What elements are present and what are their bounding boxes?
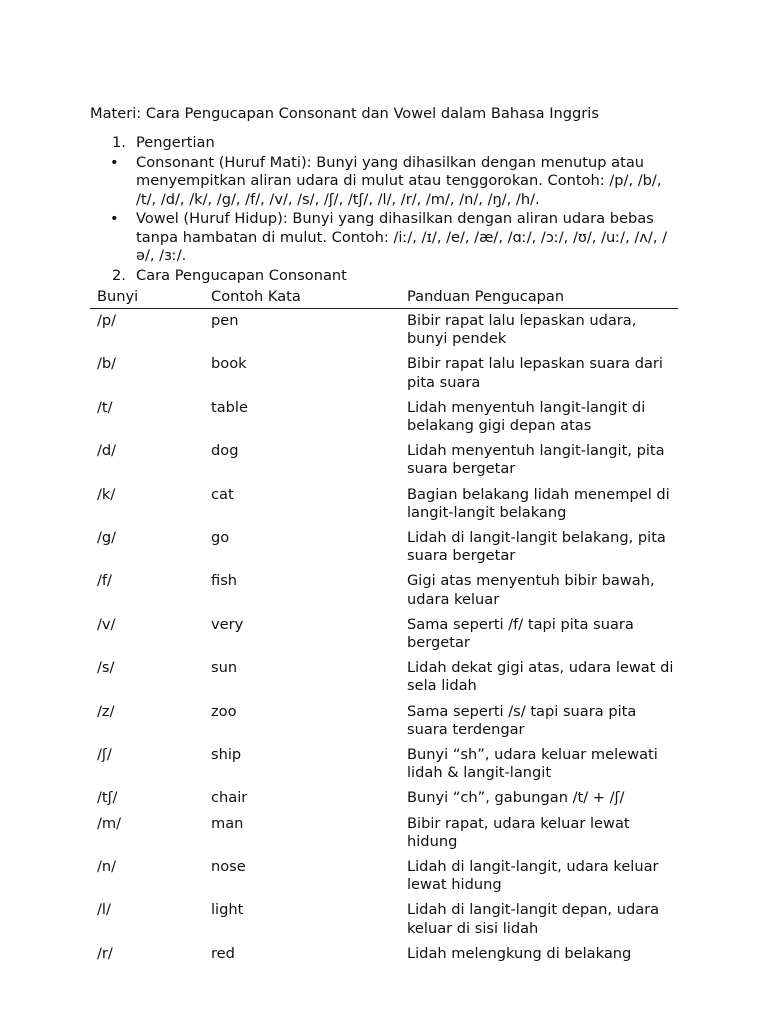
table-row [90,352,678,395]
cell-panduan: Lidah menyentuh langit-langit, pita suara bergetar [407,442,665,478]
cell-bunyi: /s/ [97,659,115,677]
table-row [90,786,678,811]
cell-contoh-kata: dog [211,442,239,460]
column-header-contoh-kata: Contoh Kata [204,287,400,309]
cell-bunyi: /v/ [97,615,116,633]
cell-bunyi: /z/ [97,702,115,720]
outline-item [90,210,678,266]
table-row [90,569,678,612]
bullet-icon: • [110,153,119,171]
cell-bunyi: /tʃ/ [97,789,118,807]
cell-bunyi: /f/ [97,572,112,590]
outline-item [90,134,678,153]
consonant-table [90,287,678,967]
outline-item [90,267,678,286]
table-row [90,855,678,898]
table-row [90,396,678,439]
cell-contoh-kata: fish [211,572,238,590]
cell-bunyi: /d/ [97,442,117,460]
table-row [90,898,678,941]
cell-panduan: Bunyi “ch”, gabungan /t/ + /ʃ/ [407,789,625,807]
document-title: Materi: Cara Pengucapan Consonant dan Vowel dalam Bahasa Inggris [90,105,599,122]
table-row [90,656,678,699]
cell-panduan: Lidah di langit-langit belakang, pita suara bergetar [407,529,666,565]
cell-bunyi: /r/ [97,944,113,962]
column-header-bunyi: Bunyi [90,287,204,309]
cell-bunyi: /n/ [97,858,117,876]
cell-contoh-kata: cat [211,485,234,503]
table-row [90,439,678,482]
table-body [90,309,678,968]
cell-contoh-kata: nose [211,858,246,876]
table-row [90,613,678,656]
cell-contoh-kata: chair [211,789,248,807]
cell-panduan: Sama seperti /s/ tapi suara pita suara terdengar [407,702,637,738]
cell-bunyi: /l/ [97,901,111,919]
document-page [90,104,678,967]
cell-panduan: Lidah di langit-langit, udara keluar lewat hidung [407,858,659,894]
list-number: 2. [112,266,126,284]
cell-contoh-kata: pen [211,312,239,329]
cell-bunyi: /k/ [97,485,116,503]
table-row [90,526,678,569]
cell-contoh-kata: very [211,615,244,633]
outline-item [90,154,678,210]
cell-contoh-kata: red [211,944,235,962]
cell-bunyi: /p/ [97,312,117,329]
table-row [90,812,678,855]
cell-contoh-kata: table [211,398,248,416]
outline-list [90,134,678,285]
outline-item-text: Consonant (Huruf Mati): Bunyi yang dihasilkan dengan menutup atau menyempitkan aliran udara di mulut atau tenggorokan. Contoh: /p/, /b/, /t/, /d/, /k/, /g/, /f/, /v/, /s/, /ʃ/, /tʃ/, /l/, /r/, /m/, /n/, /ŋ/, /h/. [136,153,662,208]
cell-bunyi: /g/ [97,529,117,547]
cell-panduan: Bagian belakang lidah menempel di langit-langit belakang [407,485,670,521]
outline-item-text: Pengertian [136,134,215,151]
table-row [90,743,678,786]
cell-panduan: Sama seperti /f/ tapi pita suara bergetar [407,615,634,652]
cell-contoh-kata: man [211,814,244,832]
cell-bunyi: /t/ [97,398,113,416]
cell-contoh-kata: book [211,355,247,373]
cell-contoh-kata: sun [211,659,238,677]
cell-panduan: Lidah menyentuh langit-langit di belakang gigi depan atas [407,398,646,435]
outline-item-text: Cara Pengucapan Consonant [136,266,347,284]
cell-contoh-kata: ship [211,746,242,764]
table-row [90,942,678,967]
cell-panduan: Lidah dekat gigi atas, udara lewat di sela lidah [407,659,674,695]
bullet-icon: • [110,210,119,227]
cell-panduan: Bibir rapat, udara keluar lewat hidung [407,814,630,850]
cell-bunyi: /m/ [97,814,122,832]
cell-panduan: Bibir rapat lalu lepaskan suara dari pita suara [407,355,663,391]
table-row [90,309,678,353]
list-number: 1. [112,134,126,151]
table-row [90,483,678,526]
cell-panduan: Gigi atas menyentuh bibir bawah, udara keluar [407,572,655,608]
cell-bunyi: /b/ [97,355,117,373]
cell-panduan: Bibir rapat lalu lepaskan udara, bunyi pendek [407,312,637,348]
cell-contoh-kata: go [211,529,230,547]
cell-contoh-kata: zoo [211,702,237,720]
cell-bunyi: /ʃ/ [97,746,112,764]
table-row [90,700,678,743]
table-header-row [90,287,678,309]
cell-panduan: Lidah melengkung di belakang [407,944,632,962]
cell-contoh-kata: light [211,901,244,919]
outline-item-text: Vowel (Huruf Hidup): Bunyi yang dihasilkan dengan aliran udara bebas tanpa hambatan di mulut. Contoh: /iː/, /ɪ/, /e/, /æ/, /ɑː/, /ɔː/, /ʊ/, /uː/, /ʌ/, /ə/, /ɜː/. [136,210,668,264]
cell-panduan: Bunyi “sh”, udara keluar melewati lidah & langit-langit [407,746,658,782]
column-header-panduan: Panduan Pengucapan [400,287,678,309]
cell-panduan: Lidah di langit-langit depan, udara keluar di sisi lidah [407,901,660,937]
